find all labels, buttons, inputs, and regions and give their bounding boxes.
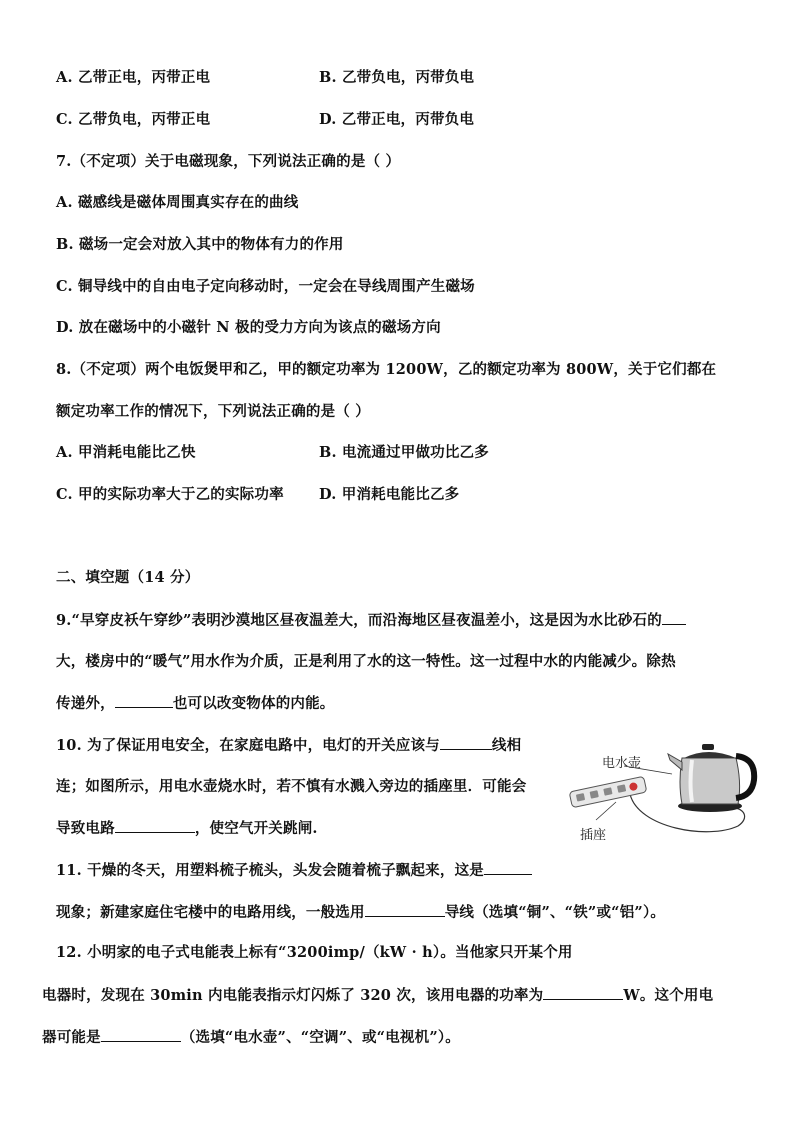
q7-option-b: B. 磁场一定会对放入其中的物体有力的作用	[56, 236, 344, 253]
q12-text-3b: （选填“电水壶”、“空调”、或“电视机”）。	[180, 1029, 461, 1046]
q8-option-a: A. 甲消耗电能比乙快	[56, 444, 196, 461]
q6-option-a: A. 乙带正电，丙带正电	[56, 69, 211, 86]
answer-blank[interactable]	[662, 610, 686, 625]
q12-text-3a: 器可能是	[42, 1029, 101, 1046]
answer-blank[interactable]	[115, 693, 173, 708]
q9-text-3b: 也可以改变物体的内能。	[172, 695, 335, 712]
q7-stem: 7.（不定项）关于电磁现象，下列说法正确的是（ ）	[56, 153, 401, 170]
q6-option-c: C. 乙带负电，丙带正电	[56, 111, 211, 128]
q8-option-c: C. 甲的实际功率大于乙的实际功率	[56, 486, 284, 503]
q9-line2: 大，楼房中的“暖气”用水作为介质，正是利用了水的这一特性。这一过程中水的内能减少。除热	[56, 653, 676, 670]
q11-line2	[56, 902, 665, 923]
q7-option-c: C. 铜导线中的自由电子定向移动时，一定会在导线周围产生磁场	[56, 278, 475, 295]
q10-line1	[56, 735, 521, 756]
q8-stem-line1: 8.（不定项）两个电饭煲甲和乙，甲的额定功率为 1200W，乙的额定功率为 800W，关于它们都在	[56, 361, 717, 378]
answer-blank[interactable]	[115, 818, 195, 833]
q9-line1	[56, 610, 686, 631]
q11-line1	[56, 860, 532, 881]
q10-text-3a: 导致电路	[56, 820, 115, 837]
q7-option-a: A. 磁感线是磁体周围真实存在的曲线	[56, 194, 299, 211]
kettle-socket-figure	[568, 728, 758, 848]
q10-text-1a: 10. 为了保证用电安全，在家庭电路中，电灯的开关应该与	[56, 737, 440, 754]
q11-text-2a: 现象；新建家庭住宅楼中的电路用线，一般选用	[56, 904, 365, 921]
q12-text-2b: W。这个用电	[623, 987, 714, 1004]
q11-text-1: 11. 干燥的冬天，用塑料梳子梳头，头发会随着梳子飘起来，这是	[56, 862, 484, 879]
q6-option-b: B. 乙带负电，丙带负电	[319, 69, 475, 86]
q12-line3	[42, 1027, 460, 1048]
answer-blank[interactable]	[484, 860, 532, 875]
q8-stem-line2: 额定功率工作的情况下，下列说法正确的是（ ）	[56, 403, 370, 420]
q12-line2	[42, 985, 713, 1006]
q12-line1: 12. 小明家的电子式电能表上标有“3200imp/（kW · h）。当他家只开某个用	[56, 944, 573, 961]
answer-blank[interactable]	[365, 902, 445, 917]
q7-option-d: D. 放在磁场中的小磁针 N 极的受力方向为该点的磁场方向	[56, 319, 441, 336]
q9-text-3a: 传递外，	[56, 695, 115, 712]
q11-text-2b: 导线（选填“铜”、“铁”或“铝”）。	[444, 904, 666, 921]
q10-line3	[56, 818, 318, 839]
q10-text-1b: 线相	[491, 737, 522, 754]
q10-line2: 连；如图所示，用电水壶烧水时，若不慎有水溅入旁边的插座里．可能会	[56, 778, 527, 795]
socket-label: 插座	[580, 828, 607, 843]
kettle-label: 电水壶	[602, 756, 642, 771]
q8-option-b: B. 电流通过甲做功比乙多	[319, 444, 489, 461]
answer-blank[interactable]	[543, 985, 623, 1000]
answer-blank[interactable]	[101, 1027, 181, 1042]
q8-option-d: D. 甲消耗电能比乙多	[319, 486, 460, 503]
q12-text-2a: 电器时，发现在 30min 内电能表指示灯闪烁了 320 次，该用电器的功率为	[42, 987, 544, 1004]
q6-option-d: D. 乙带正电，丙带负电	[319, 111, 475, 128]
answer-blank[interactable]	[440, 735, 492, 750]
section-title: 二、填空题（14 分）	[56, 569, 200, 586]
q9-text-1: 9.“早穿皮袄午穿纱”表明沙漠地区昼夜温差大，而沿海地区昼夜温差小，这是因为水比砂石的	[56, 612, 662, 629]
q9-line3	[56, 693, 335, 714]
q10-text-3b: ，使空气开关跳闸.	[194, 820, 318, 837]
